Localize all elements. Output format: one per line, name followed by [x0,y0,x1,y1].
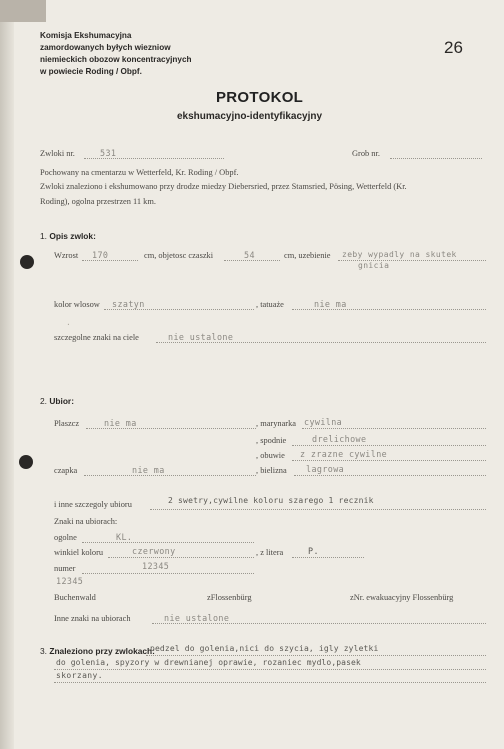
plaszcz-value: nie ma [104,418,137,428]
org-line-1: Komisja Ekshumacyjna [40,31,132,40]
wzrost-label: Wzrost [54,251,79,260]
buchenwald-label: Buchenwald [54,593,96,602]
bielizna-label: , bielizna [256,466,287,475]
document-title: PROTOKOL [216,89,304,106]
marynarka-label: , marynarka [256,419,296,428]
plaszcz-label: Plaszcz [54,419,80,428]
litera-label: , z litera [256,548,284,557]
section-1-number: 1. [40,231,47,241]
grob-line [390,158,482,159]
found-items-line-1: pedzel do golenia,nici do szycia, igly zyletki [150,644,379,653]
obuwie-label: , obuwie [256,451,285,460]
grob-label: Grob nr. [352,149,380,158]
uzebienie-value-1: zeby wypadly na skutek [342,250,457,259]
cm-uzebienie-label: cm, uzebienie [284,251,331,260]
section-3-line-3 [54,682,486,683]
ogolne-label: ogolne [54,533,77,542]
czaszka-value: 54 [244,250,255,260]
znaki-szczegolne-value: nie ustalone [168,332,234,342]
czapka-line [84,475,256,476]
section-2-heading [40,396,74,406]
obuwie-value: z zrazne cywilne [300,449,388,459]
spodnie-label: , spodnie [256,436,287,445]
org-line-2: zamordowanych byłych wiezniow [40,43,171,52]
zwloki-line [84,158,224,159]
intro-line-2: Zwloki znaleziono i ekshumowano przy drodze miedzy Diebersried, przez Stamsried, Pösing, Wetterfeld (Kr. [40,182,407,191]
ink-speck: . [66,318,71,327]
tatuaze-label: , tatuaże [256,300,284,309]
punch-hole-top [20,255,34,269]
marynarka-value: cywilna [304,417,343,427]
kolor-wlosow-line [104,309,254,310]
winkiel-value: czerwony [132,546,176,556]
numer-value: 12345 [142,561,170,571]
section-2-number: 2. [40,396,47,406]
section-3-heading [40,646,155,656]
section-3-line-1 [146,655,486,656]
spodnie-line [292,445,486,446]
tatuaze-value: nie ma [314,299,347,309]
znaki-na-ubiorach-heading: Znaki na ubiorach: [54,517,118,526]
numer-label: numer [54,564,76,573]
wzrost-value: 170 [92,250,109,260]
tatuaze-line [292,309,486,310]
obuwie-line [292,460,486,461]
znaki-szczegolne-line [156,342,486,343]
inne-szczegoly-value: 2 swetry,cywilne koloru szarego 1 recznik [168,496,374,505]
section-1-title: Opis zwlok: [49,231,96,241]
numer-line [82,573,254,574]
kolor-wlosow-label: kolor wlosow [54,300,100,309]
winkiel-line [108,557,254,558]
wzrost-line [82,260,138,261]
litera-line [292,557,364,558]
cm-objetosc-label: cm, objetosc czaszki [144,251,214,260]
intro-line-1: Pochowany na cmentarzu w Wetterfeld, Kr. Roding / Obpf. [40,168,239,177]
section-3-line-2 [54,669,486,670]
marynarka-line [302,428,486,429]
org-line-4: w powiecie Roding / Obpf. [40,67,142,76]
winkiel-label: winkiel koloru [54,548,104,557]
czapka-label: czapka [54,466,78,475]
found-items-line-3: skorzany. [56,671,103,680]
inne-znaki-label: Inne znaki na ubiorach [54,614,131,623]
found-items-line-2: do golenia, spyzory w drewnianej oprawie, rozaniec mydlo,pasek [56,658,361,667]
corner-tab [0,0,46,22]
document-subtitle: ekshumacyjno-identyfikacyjny [177,111,323,122]
numer-value-below: 12345 [56,576,84,586]
section-2-title: Ubior: [49,396,74,406]
org-line-3: niemieckich obozow koncentracyjnych [40,55,192,64]
flossenburg-label: zFlossenbürg [207,593,252,602]
punch-hole-bottom [19,455,33,469]
intro-line-3: Roding), ogolna przestrzen 11 km. [40,197,156,206]
czaszka-line [224,260,280,261]
czapka-value: nie ma [132,465,165,475]
inne-znaki-value: nie ustalone [164,613,230,623]
spodnie-value: drelichowe [312,434,367,444]
kolor-wlosow-value: szatyn [112,299,145,309]
zwloki-label: Zwloki nr. [40,149,75,158]
inne-znaki-line [152,623,486,624]
bielizna-line [294,475,486,476]
inne-szczegoly-label: i inne szczegoly ubioru [54,500,132,509]
plaszcz-line [86,428,256,429]
inne-szczegoly-line [150,509,486,510]
ogolne-value: KL. [116,532,133,542]
nr-ewakuacyjny-label: zNr. ewakuacyjny Flossenbürg [350,593,454,602]
section-3-number: 3. [40,646,47,656]
section-3-title: Znaleziono przy zwlokach: [49,646,155,656]
uzebienie-value-2: gnicia [358,261,390,270]
section-1-heading [40,231,96,241]
page-number: 26 [444,38,463,57]
litera-value: P. [308,546,319,556]
ogolne-line [82,542,254,543]
bielizna-value: lagrowa [306,464,345,474]
page-left-edge [0,0,14,749]
zwloki-value: 531 [100,148,117,158]
znaki-szczegolne-label: szczegolne znaki na ciele [54,333,139,342]
